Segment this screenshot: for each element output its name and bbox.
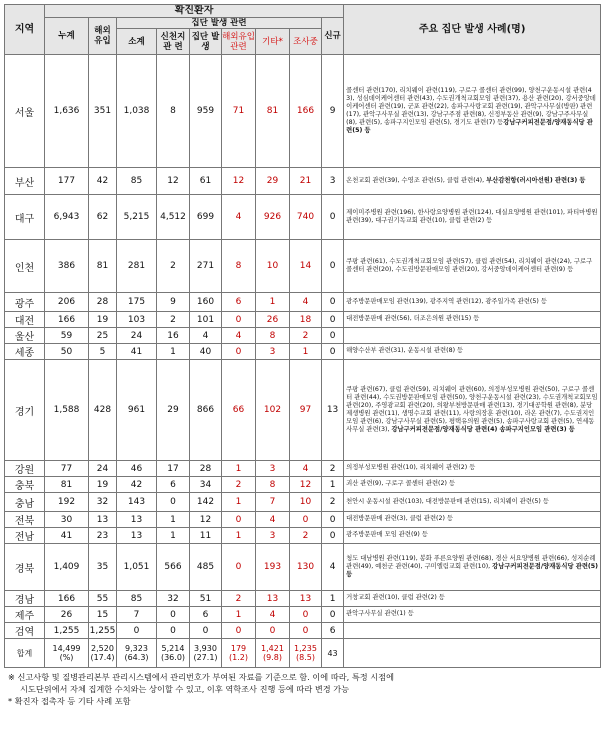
imported-related-cell: 2 xyxy=(222,477,256,493)
total-cell: 26 xyxy=(45,607,89,623)
total-new: 43 xyxy=(322,639,344,668)
table-row xyxy=(5,312,601,328)
imported-related-cell: 0 xyxy=(222,512,256,528)
cases-text: 제이미주병원 관련(196), 한사랑요양병원 관련(124), 대실요양병원 관련(101), 파티마병원 관련(39), 대구권기독교회 관련(10), 클럽 관련(2) 등 xyxy=(346,208,598,224)
new-cell: 0 xyxy=(322,240,344,293)
subtotal-cell: 13 xyxy=(117,512,157,528)
subtotal-cell: 961 xyxy=(117,360,157,461)
subtotal-cell: 143 xyxy=(117,493,157,512)
shincheonji-cell: 1 xyxy=(157,528,190,544)
new-cell: 13 xyxy=(322,360,344,461)
table-row xyxy=(5,240,601,293)
cluster-cell: 51 xyxy=(190,591,222,607)
region-cell: 인천 xyxy=(5,240,45,293)
investigating-cell: 0 xyxy=(290,607,322,623)
region-cell: 전남 xyxy=(5,528,45,544)
total-cell: 1,409 xyxy=(45,544,89,591)
subtotal-cell: 46 xyxy=(117,461,157,477)
table-row xyxy=(5,461,601,477)
total-cluster: 3,930 (27.1) xyxy=(190,639,222,668)
header-total: 누계 xyxy=(45,18,89,55)
imported-related-cell: 4 xyxy=(222,195,256,240)
cases-cell xyxy=(344,360,601,461)
table-row xyxy=(5,528,601,544)
region-cell: 세종 xyxy=(5,344,45,360)
total-cases xyxy=(344,639,601,668)
cases-cell xyxy=(344,55,601,168)
shincheonji-cell: 17 xyxy=(157,461,190,477)
imported-cell: 55 xyxy=(89,591,117,607)
cluster-cell: 40 xyxy=(190,344,222,360)
imported-cell: 19 xyxy=(89,477,117,493)
cluster-cell: 271 xyxy=(190,240,222,293)
header-region: 지역 xyxy=(5,5,45,55)
total-cell: 192 xyxy=(45,493,89,512)
cases-cell xyxy=(344,168,601,195)
region-cell: 부산 xyxy=(5,168,45,195)
imported-cell: 42 xyxy=(89,168,117,195)
total-cell: 1,636 xyxy=(45,55,89,168)
new-cell: 0 xyxy=(322,528,344,544)
investigating-cell: 130 xyxy=(290,544,322,591)
other-cell: 8 xyxy=(256,328,290,344)
total-imported: 2,520 (17.4) xyxy=(89,639,117,668)
region-cell: 서울 xyxy=(5,55,45,168)
cases-cell xyxy=(344,493,601,512)
shincheonji-cell: 566 xyxy=(157,544,190,591)
confirmed-cases-table xyxy=(4,4,601,668)
table-row xyxy=(5,344,601,360)
cases-bold-text: 강남구커피전문점/양재동식당 관련(4) 송파구지인모임 관련(3) 등 xyxy=(391,426,575,434)
other-cell: 4 xyxy=(256,607,290,623)
subtotal-cell: 85 xyxy=(117,168,157,195)
cluster-cell: 866 xyxy=(190,360,222,461)
new-cell: 0 xyxy=(322,328,344,344)
cases-bold-text: 강남구커피전문점/양재동식당 관련(5) 등 xyxy=(346,119,593,135)
cluster-cell: 61 xyxy=(190,168,222,195)
investigating-cell: 4 xyxy=(290,461,322,477)
cases-text: 광주방문판매 모임 관련(9) 등 xyxy=(346,531,428,539)
cases-text: 콜센터 관련(170), 리치웨이 관련(119), 구로구 콜센터 관련(99), 양천구운동시설 관련(43), 성심데이케어센터 관련(43), 수도권개척교회모임 관련(37), 용산 관련(20), 강서중앙데이케어센터 관련(19), 군포 관련(22), 송파구사랑교회 관련(19), 관악구사무실(방판) 관련(17), 관악구사무실 관련(13), 강남구주점 관련(8), 신정부동산 관련(9), 강남구주사무실(8), 관련(5), 송파구지인모임 관련(5), 경기도 관련(7) 등 xyxy=(346,86,596,127)
cluster-cell: 6 xyxy=(190,607,222,623)
imported-cell: 81 xyxy=(89,240,117,293)
cluster-cell: 142 xyxy=(190,493,222,512)
total-investigating: 1,235 (8.5) xyxy=(290,639,322,668)
stats-table-container xyxy=(4,4,600,707)
imported-related-cell: 0 xyxy=(222,312,256,328)
subtotal-cell: 42 xyxy=(117,477,157,493)
table-row xyxy=(5,55,601,168)
total-cell: 1,588 xyxy=(45,360,89,461)
other-cell: 10 xyxy=(256,240,290,293)
total-cell: 206 xyxy=(45,293,89,312)
cluster-cell: 11 xyxy=(190,528,222,544)
cases-cell xyxy=(344,312,601,328)
total-cell: 1,255 xyxy=(45,623,89,639)
subtotal-cell: 7 xyxy=(117,607,157,623)
header-other: 기타* xyxy=(256,29,290,55)
cluster-cell: 0 xyxy=(190,623,222,639)
table-row xyxy=(5,607,601,623)
new-cell: 0 xyxy=(322,512,344,528)
cluster-cell: 485 xyxy=(190,544,222,591)
imported-cell: 19 xyxy=(89,312,117,328)
cluster-cell: 4 xyxy=(190,328,222,344)
other-cell: 926 xyxy=(256,195,290,240)
new-cell: 0 xyxy=(322,293,344,312)
shincheonji-cell: 2 xyxy=(157,240,190,293)
imported-cell: 13 xyxy=(89,512,117,528)
cluster-cell: 160 xyxy=(190,293,222,312)
cluster-cell: 34 xyxy=(190,477,222,493)
other-cell: 102 xyxy=(256,360,290,461)
imported-cell: 1,255 xyxy=(89,623,117,639)
shincheonji-cell: 1 xyxy=(157,344,190,360)
new-cell: 2 xyxy=(322,461,344,477)
cluster-cell: 28 xyxy=(190,461,222,477)
header-new: 신규 xyxy=(322,18,344,55)
shincheonji-cell: 1 xyxy=(157,512,190,528)
cases-cell xyxy=(344,623,601,639)
investigating-cell: 2 xyxy=(290,328,322,344)
new-cell: 0 xyxy=(322,312,344,328)
cases-text: 괴산 관련(9), 구로구 콜센터 관련(2) 등 xyxy=(346,480,456,488)
footnote-3: * 확진자 접촉자 등 기타 사례 포함 xyxy=(8,696,131,706)
new-cell: 1 xyxy=(322,477,344,493)
total-cell: 81 xyxy=(45,477,89,493)
imported-related-cell: 1 xyxy=(222,607,256,623)
total-cell: 166 xyxy=(45,312,89,328)
table-row xyxy=(5,544,601,591)
region-cell: 충남 xyxy=(5,493,45,512)
total-cell: 386 xyxy=(45,240,89,293)
cases-cell xyxy=(344,607,601,623)
cases-text: 의정부성모병원 관련(10), 리치웨이 관련(2) 등 xyxy=(346,464,476,472)
cases-cell xyxy=(344,293,601,312)
subtotal-cell: 175 xyxy=(117,293,157,312)
total-total: 14,499 (%) xyxy=(45,639,89,668)
table-body xyxy=(5,55,601,639)
imported-related-cell: 4 xyxy=(222,328,256,344)
imported-cell: 25 xyxy=(89,328,117,344)
header-cluster: 집단 발생 xyxy=(190,29,222,55)
region-cell: 전북 xyxy=(5,512,45,528)
imported-related-cell: 1 xyxy=(222,493,256,512)
investigating-cell: 12 xyxy=(290,477,322,493)
other-cell: 193 xyxy=(256,544,290,591)
footnote-1: ※ 신고사항 및 질병관리본부 관리시스템에서 관리번호가 부여된 자료를 기준으로 함. 이에 따라, 특정 시점에 xyxy=(8,672,394,682)
shincheonji-cell: 29 xyxy=(157,360,190,461)
shincheonji-cell: 0 xyxy=(157,623,190,639)
table-row xyxy=(5,328,601,344)
cases-text: 쿠팡 관련(61), 수도권개척교회모임 관련(57), 클럽 관련(54), 리치웨이 관련(24), 구로구 콜센터 관련(20), 수도권방문판매모임 관련(20), 강서중앙데이케어센터 관련(9) 등 xyxy=(346,257,593,273)
header-imported-related: 해외유입 관련 xyxy=(222,29,256,55)
total-cell: 177 xyxy=(45,168,89,195)
investigating-cell: 13 xyxy=(290,591,322,607)
imported-cell: 15 xyxy=(89,607,117,623)
header-shincheonji: 신천지 관 련 xyxy=(157,29,190,55)
table-row xyxy=(5,512,601,528)
other-cell: 3 xyxy=(256,528,290,544)
investigating-cell: 0 xyxy=(290,512,322,528)
total-cell: 59 xyxy=(45,328,89,344)
cases-bold-text: 부산감천항(러시아선원) 관련(3) 등 xyxy=(486,176,586,184)
total-cell: 77 xyxy=(45,461,89,477)
subtotal-cell: 1,051 xyxy=(117,544,157,591)
region-cell: 울산 xyxy=(5,328,45,344)
region-cell: 충북 xyxy=(5,477,45,493)
header-investigating: 조사중 xyxy=(290,29,322,55)
imported-related-cell: 0 xyxy=(222,623,256,639)
cases-text: 천안시 운동시설 관련(103), 대전방문판매 관련(15), 리치웨이 관련(5) 등 xyxy=(346,497,549,505)
other-cell: 7 xyxy=(256,493,290,512)
new-cell: 0 xyxy=(322,607,344,623)
region-cell: 검역 xyxy=(5,623,45,639)
other-cell: 26 xyxy=(256,312,290,328)
new-cell: 9 xyxy=(322,55,344,168)
table-row xyxy=(5,493,601,512)
investigating-cell: 10 xyxy=(290,493,322,512)
investigating-cell: 0 xyxy=(290,623,322,639)
new-cell: 0 xyxy=(322,195,344,240)
total-cell: 30 xyxy=(45,512,89,528)
subtotal-cell: 41 xyxy=(117,344,157,360)
total-subtotal: 9,323 (64.3) xyxy=(117,639,157,668)
shincheonji-cell: 12 xyxy=(157,168,190,195)
cases-cell xyxy=(344,528,601,544)
total-other: 1,421 (9.8) xyxy=(256,639,290,668)
region-cell: 경기 xyxy=(5,360,45,461)
other-cell: 1 xyxy=(256,293,290,312)
new-cell: 0 xyxy=(322,344,344,360)
header-imported: 해외 유입 xyxy=(89,18,117,55)
total-cell: 166 xyxy=(45,591,89,607)
other-cell: 0 xyxy=(256,623,290,639)
investigating-cell: 2 xyxy=(290,528,322,544)
imported-cell: 23 xyxy=(89,528,117,544)
cases-cell xyxy=(344,328,601,344)
region-cell: 광주 xyxy=(5,293,45,312)
subtotal-cell: 85 xyxy=(117,591,157,607)
total-cell: 41 xyxy=(45,528,89,544)
table-row xyxy=(5,195,601,240)
new-cell: 1 xyxy=(322,591,344,607)
investigating-cell: 97 xyxy=(290,360,322,461)
footnote-2: 시도단위에서 자체 집계한 수치와는 상이할 수 있고, 이후 역학조사 진행 등에 따라 변경 가능 xyxy=(20,684,350,694)
cases-text: 거창교회 관련(10), 클럽 관련(2) 등 xyxy=(346,594,445,602)
investigating-cell: 1 xyxy=(290,344,322,360)
cases-text: 대전방문판매 관련(3), 클럽 관련(2) 등 xyxy=(346,515,454,523)
total-cell: 50 xyxy=(45,344,89,360)
cases-text: 관악구사무실 관련(1) 등 xyxy=(346,610,414,618)
region-cell: 대전 xyxy=(5,312,45,328)
imported-cell: 24 xyxy=(89,461,117,477)
imported-related-cell: 8 xyxy=(222,240,256,293)
subtotal-cell: 103 xyxy=(117,312,157,328)
investigating-cell: 18 xyxy=(290,312,322,328)
cases-text: 온천교회 관련(39), 수영조 관련(5), 클럽 관련(4), xyxy=(346,176,487,184)
header-subtotal: 소계 xyxy=(117,29,157,55)
shincheonji-cell: 2 xyxy=(157,312,190,328)
other-cell: 81 xyxy=(256,55,290,168)
new-cell: 6 xyxy=(322,623,344,639)
table-row xyxy=(5,293,601,312)
cluster-cell: 12 xyxy=(190,512,222,528)
imported-cell: 5 xyxy=(89,344,117,360)
investigating-cell: 4 xyxy=(290,293,322,312)
cases-cell xyxy=(344,240,601,293)
new-cell: 2 xyxy=(322,493,344,512)
header-cluster-group: 집단 발생 관련 xyxy=(117,18,322,29)
cases-text: 해양수산부 관련(31), 운동시설 관련(8) 등 xyxy=(346,347,464,355)
region-cell: 강원 xyxy=(5,461,45,477)
subtotal-cell: 24 xyxy=(117,328,157,344)
table-row xyxy=(5,591,601,607)
other-cell: 3 xyxy=(256,344,290,360)
shincheonji-cell: 6 xyxy=(157,477,190,493)
investigating-cell: 740 xyxy=(290,195,322,240)
imported-related-cell: 0 xyxy=(222,544,256,591)
new-cell: 3 xyxy=(322,168,344,195)
cases-text: 대전방문판매 관련(56), 더조은의원 관련(15) 등 xyxy=(346,315,480,323)
cases-cell xyxy=(344,591,601,607)
imported-cell: 35 xyxy=(89,544,117,591)
table-row xyxy=(5,168,601,195)
cases-cell xyxy=(344,512,601,528)
total-shincheonji: 5,214 (36.0) xyxy=(157,639,190,668)
subtotal-cell: 281 xyxy=(117,240,157,293)
total-cell: 6,943 xyxy=(45,195,89,240)
subtotal-cell: 5,215 xyxy=(117,195,157,240)
shincheonji-cell: 16 xyxy=(157,328,190,344)
subtotal-cell: 0 xyxy=(117,623,157,639)
other-cell: 4 xyxy=(256,512,290,528)
region-cell: 경북 xyxy=(5,544,45,591)
investigating-cell: 14 xyxy=(290,240,322,293)
cases-cell xyxy=(344,461,601,477)
other-cell: 13 xyxy=(256,591,290,607)
cases-text: 청도 대남병원 관련(119), 봉화 푸른요양원 관련(68), 경산 서요양병원 관련(66), 성지순례 관련(49), 예천군 관련(40), 구미엘림교회 관련(10), xyxy=(346,554,596,570)
header-confirmed: 확진환자 xyxy=(45,5,344,18)
imported-related-cell: 0 xyxy=(222,344,256,360)
region-cell: 경남 xyxy=(5,591,45,607)
total-imported-related: 179 (1.2) xyxy=(222,639,256,668)
investigating-cell: 166 xyxy=(290,55,322,168)
imported-related-cell: 2 xyxy=(222,591,256,607)
other-cell: 29 xyxy=(256,168,290,195)
cases-cell xyxy=(344,477,601,493)
imported-cell: 428 xyxy=(89,360,117,461)
total-label: 합계 xyxy=(5,639,45,668)
table-row xyxy=(5,623,601,639)
cases-cell xyxy=(344,544,601,591)
shincheonji-cell: 8 xyxy=(157,55,190,168)
new-cell: 4 xyxy=(322,544,344,591)
imported-related-cell: 71 xyxy=(222,55,256,168)
shincheonji-cell: 0 xyxy=(157,493,190,512)
table-row xyxy=(5,360,601,461)
cases-text: 광주방문판매모임 관련(139), 광주지역 관련(12), 광주일가족 관련(5) 등 xyxy=(346,297,547,305)
imported-cell: 32 xyxy=(89,493,117,512)
other-cell: 8 xyxy=(256,477,290,493)
cases-text: 쿠팡 관련(67), 클럽 관련(59), 리치웨이 관련(60), 의정부성모병원 관련(50), 구로구 콜센터 관련(44), 수도권방문판매모임 관련(50), 양천구운동시설 관련(23), 수도권개척교회모임 관련(20), 주영광교회 관련(20), 의왕부천방문판매 관련(13), 경기대공학원 관련(8), 분당제생병원 관련(11), 생명수교회 관련(11), 사랑의장훈 관련(10), 라온 관련(7), 수도권지인모임 관련(6), 강남구사무실 관련(5), 평택유의원 관련(5), 송파구사랑교회 관련(5), 연세동사무실 관련(3), xyxy=(346,385,598,434)
shincheonji-cell: 32 xyxy=(157,591,190,607)
imported-cell: 351 xyxy=(89,55,117,168)
cases-cell xyxy=(344,195,601,240)
cluster-cell: 959 xyxy=(190,55,222,168)
subtotal-cell: 1,038 xyxy=(117,55,157,168)
other-cell: 3 xyxy=(256,461,290,477)
region-cell: 대구 xyxy=(5,195,45,240)
cases-bold-text: 강남구커피전문점/양재동식당 관련(5) 등 xyxy=(346,562,599,579)
imported-related-cell: 66 xyxy=(222,360,256,461)
imported-cell: 28 xyxy=(89,293,117,312)
cluster-cell: 699 xyxy=(190,195,222,240)
investigating-cell: 21 xyxy=(290,168,322,195)
imported-related-cell: 12 xyxy=(222,168,256,195)
cluster-cell: 101 xyxy=(190,312,222,328)
subtotal-cell: 13 xyxy=(117,528,157,544)
shincheonji-cell: 9 xyxy=(157,293,190,312)
total-row xyxy=(5,639,601,668)
imported-cell: 62 xyxy=(89,195,117,240)
footnotes xyxy=(4,671,600,707)
imported-related-cell: 1 xyxy=(222,528,256,544)
header-cases: 주요 집단 발생 사례(명) xyxy=(344,5,601,55)
shincheonji-cell: 0 xyxy=(157,607,190,623)
imported-related-cell: 1 xyxy=(222,461,256,477)
shincheonji-cell: 4,512 xyxy=(157,195,190,240)
imported-related-cell: 6 xyxy=(222,293,256,312)
table-row xyxy=(5,477,601,493)
cases-cell xyxy=(344,344,601,360)
region-cell: 제주 xyxy=(5,607,45,623)
